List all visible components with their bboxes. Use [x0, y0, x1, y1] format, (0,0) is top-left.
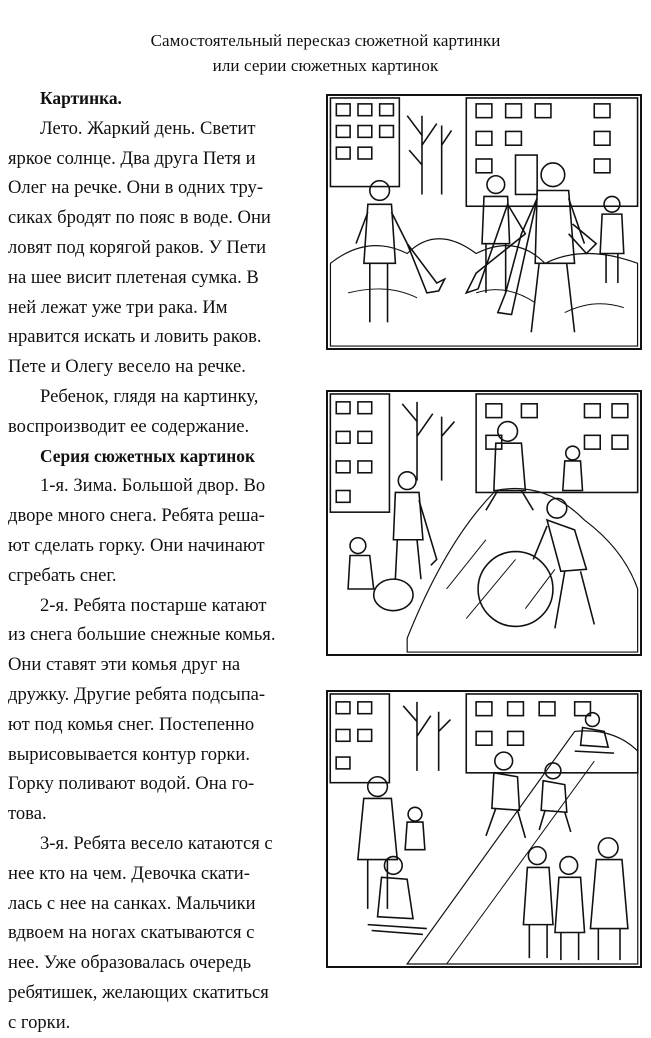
text-line: из снега большие снежные комья. — [8, 624, 276, 646]
text-line: 1-я. Зима. Большой двор. Во — [40, 475, 266, 497]
text-line: вдвоем на ногах скатываются с — [8, 922, 255, 944]
text-line: ловят под корягой раков. У Пети — [8, 236, 267, 258]
title-line-2: или серии сюжетных картинок — [212, 56, 439, 75]
text-line: дворе много снега. Ребята реша- — [8, 505, 265, 527]
text-line: нее. Уже образовалась очередь — [8, 952, 252, 974]
text-line: Ребенок, глядя на картинку, — [40, 385, 259, 407]
children-rolling-snowballs-illustration — [328, 392, 640, 654]
text-line: сиках бродят по пояс в воде. Они — [8, 207, 271, 229]
title-line-1: Самостоятельный пересказ сюжетной картинки — [150, 31, 501, 50]
text-line: яркое солнце. Два друга Петя и — [8, 147, 256, 169]
text-line: ют под комья снег. Постепенно — [8, 713, 255, 735]
text-line: нравится искать и ловить раков. — [8, 326, 262, 348]
text-line: Горку поливают водой. Она го- — [8, 773, 255, 795]
winter-yard-shoveling-snow-illustration — [328, 96, 640, 348]
text-line: Пете и Олегу весело на речке. — [8, 356, 246, 378]
page-title — [0, 28, 651, 78]
text-line: сгребать снег. — [8, 564, 117, 586]
series-heading: Серия сюжетных картинок — [40, 445, 255, 466]
text-line: Олег на речке. Они в одних тру- — [8, 177, 264, 199]
illustration-2 — [326, 390, 642, 656]
series-item-2 — [8, 591, 313, 829]
text-line: ней лежат уже три рака. Им — [8, 296, 228, 318]
text-column — [8, 84, 313, 1038]
illustration-1 — [326, 94, 642, 350]
text-line: лась с нее на санках. Мальчики — [8, 892, 256, 914]
text-line: ребятишек, желающих скатиться — [8, 981, 269, 1003]
text-line: 3-я. Ребята весело катаются с — [40, 832, 273, 854]
picture-heading: Картинка. — [40, 88, 122, 108]
text-line: с горки. — [8, 1011, 71, 1033]
series-item-3 — [8, 829, 313, 1038]
children-sledding-hill-illustration — [328, 692, 640, 966]
text-line: 2-я. Ребята постарше катают — [40, 594, 267, 616]
text-line: Они ставят эти комья друг на — [8, 654, 241, 676]
text-line: това. — [8, 803, 47, 825]
text-line: на шее висит плетеная сумка. В — [8, 266, 259, 288]
text-line: нее кто на чем. Девочка скати- — [8, 862, 250, 884]
text-line: дружку. Другие ребята подсыпа- — [8, 683, 266, 705]
series-item-1 — [8, 471, 313, 590]
picture-description — [8, 114, 313, 382]
text-line: воспроизводит ее содержание. — [8, 415, 250, 437]
text-line: Лето. Жаркий день. Светит — [40, 117, 256, 139]
text-line: вырисовывается контур горки. — [8, 743, 251, 765]
child-instruction — [8, 382, 313, 442]
text-line: ют сделать горку. Они начинают — [8, 534, 265, 556]
illustration-3 — [326, 690, 642, 968]
